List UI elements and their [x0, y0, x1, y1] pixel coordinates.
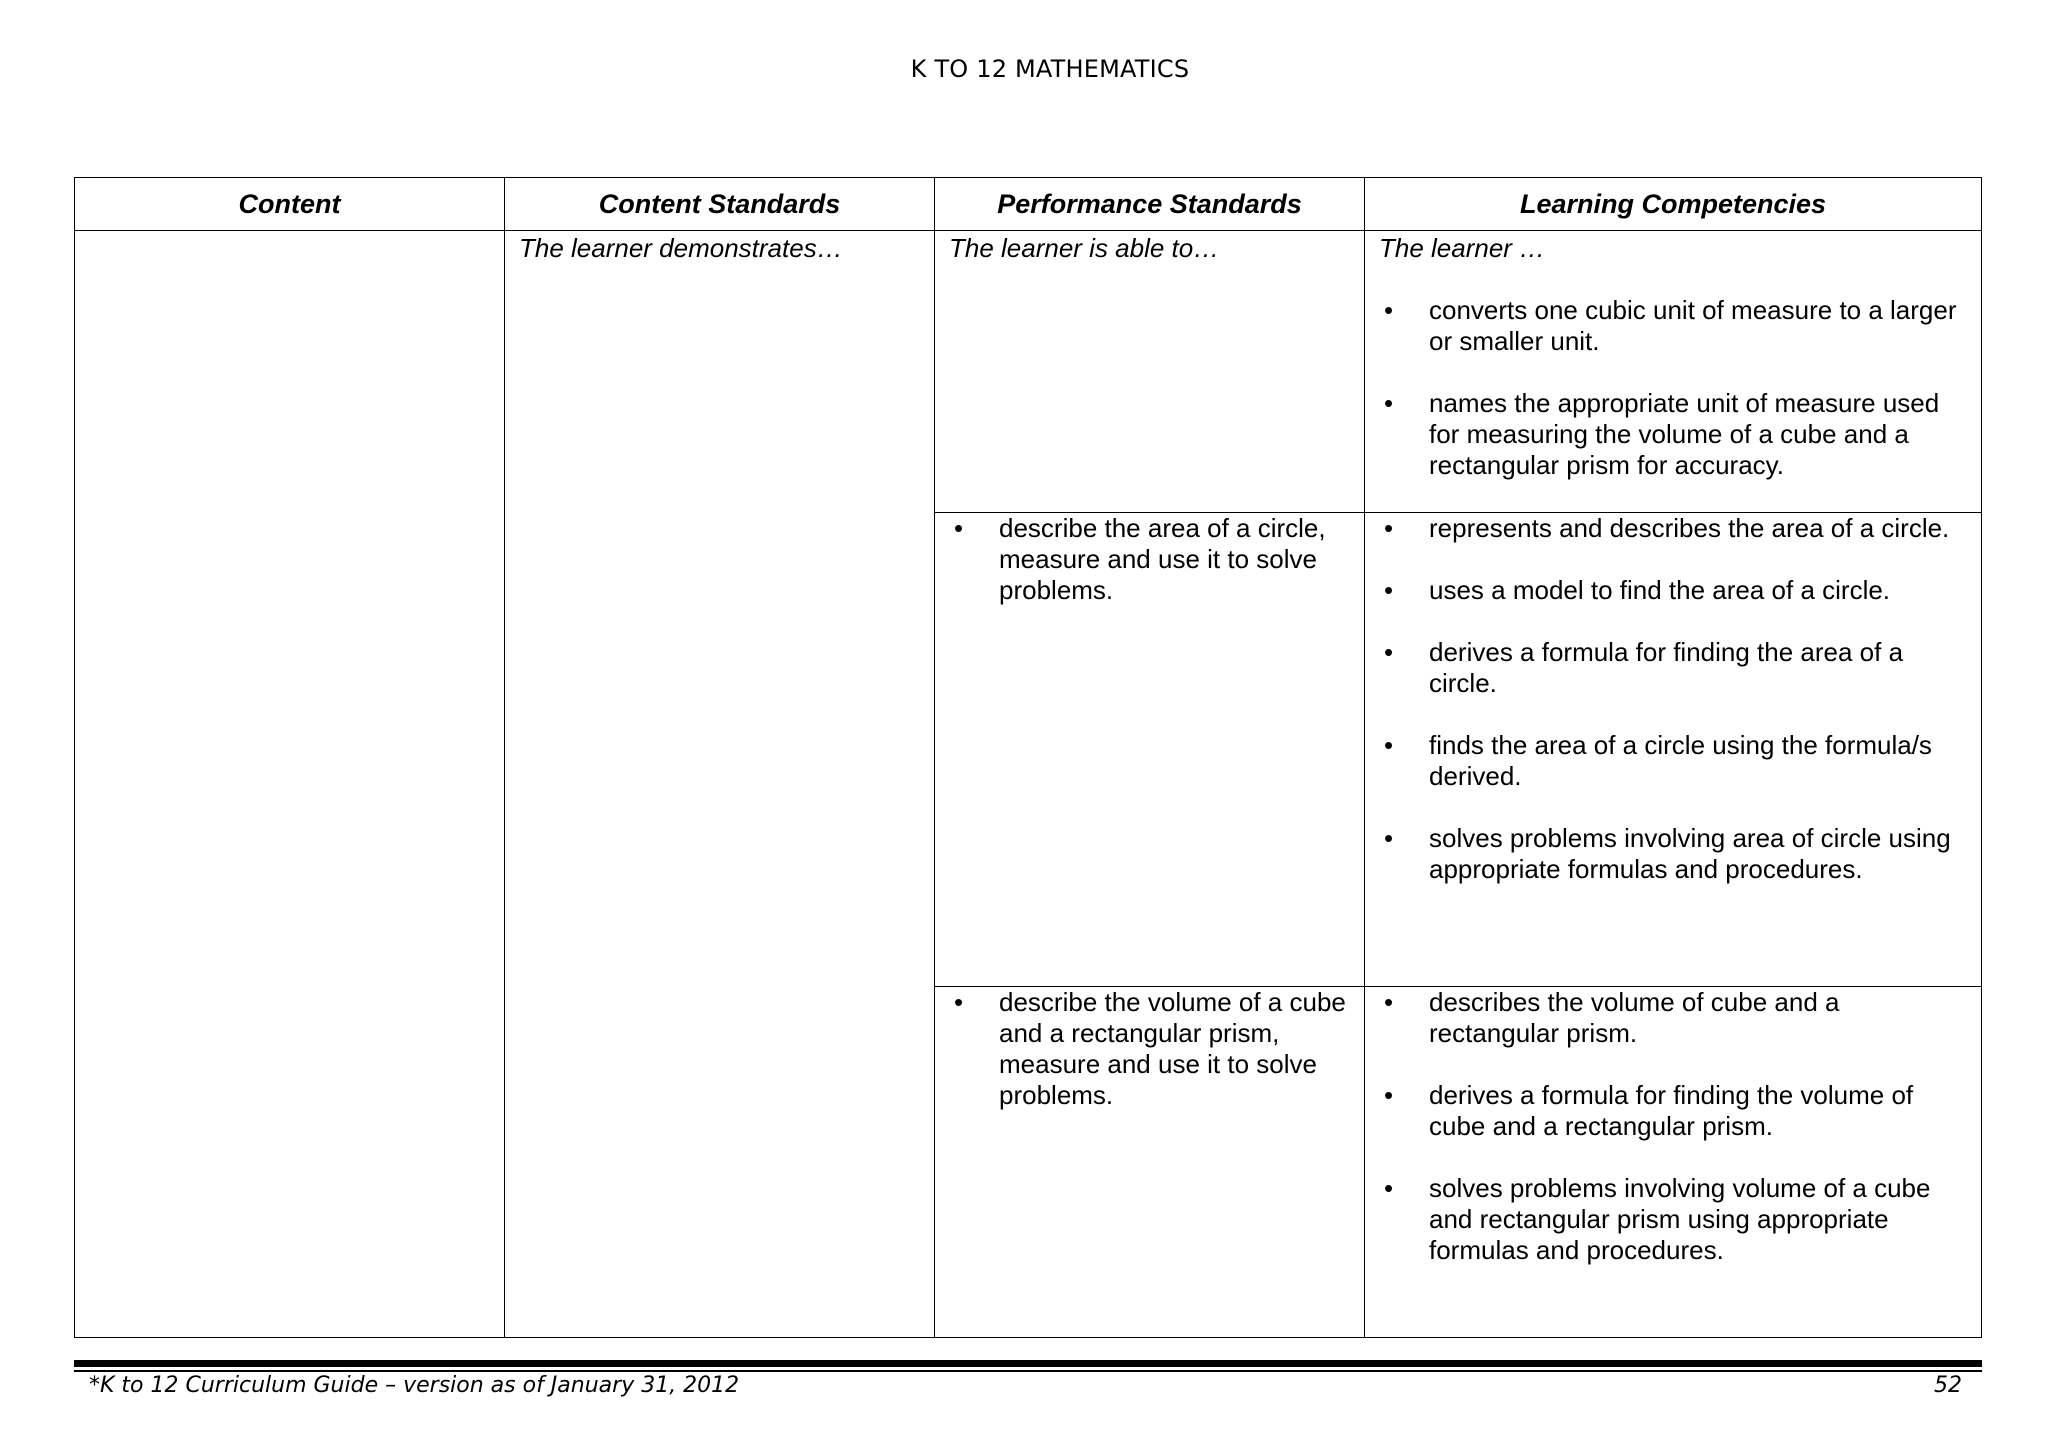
curriculum-table	[74, 177, 1982, 1338]
performance-standards-cell	[935, 512, 1365, 987]
list-item: • describe the volume of a cube and a rectangular prism, measure and use it to solve problems.	[949, 987, 1354, 1111]
page-title: K TO 12 MATHEMATICS	[910, 55, 1190, 83]
performance-standards-lead: The learner is able to…	[949, 233, 1220, 263]
competency-list	[1365, 513, 1981, 885]
learning-competencies-cell	[1365, 231, 1982, 513]
table-row	[75, 231, 1982, 513]
competency-list	[1365, 987, 1981, 1266]
list-item: • converts one cubic unit of measure to a larger or smaller unit.	[1379, 295, 1971, 357]
column-header-content: Content	[75, 178, 505, 231]
performance-list	[935, 987, 1364, 1111]
learning-competencies-lead: The learner …	[1379, 233, 1546, 263]
list-item: • solves problems involving area of circle using appropriate formulas and procedures.	[1379, 823, 1971, 885]
list-item: • describe the area of a circle, measure and use it to solve problems.	[949, 513, 1354, 606]
content-standards-lead: The learner demonstrates…	[519, 233, 843, 263]
performance-list	[935, 513, 1364, 606]
column-header-learning-competencies: Learning Competencies	[1365, 178, 1982, 231]
list-item: • derives a formula for finding the volume of cube and a rectangular prism.	[1379, 1080, 1971, 1142]
content-standards-cell	[505, 231, 935, 1338]
table-header-row	[75, 178, 1982, 231]
content-cell	[75, 231, 505, 1338]
performance-standards-cell	[935, 231, 1365, 513]
performance-standards-cell	[935, 987, 1365, 1338]
list-item: • derives a formula for finding the area of a circle.	[1379, 637, 1971, 699]
page-number: 52	[1934, 1373, 1962, 1398]
list-item: • uses a model to find the area of a circle.	[1379, 575, 1971, 606]
list-item: • represents and describes the area of a circle.	[1379, 513, 1971, 544]
footer-version-note: *K to 12 Curriculum Guide – version as of January 31, 2012	[89, 1373, 740, 1398]
competency-list	[1365, 295, 1981, 481]
list-item: • names the appropriate unit of measure used for measuring the volume of a cube and a rectangular prism for accuracy.	[1379, 388, 1971, 481]
learning-competencies-cell	[1365, 987, 1982, 1338]
column-header-content-standards: Content Standards	[505, 178, 935, 231]
footer-divider-thick	[74, 1360, 1982, 1367]
learning-competencies-cell	[1365, 512, 1982, 987]
list-item: • solves problems involving volume of a cube and rectangular prism using appropriate formulas and procedures.	[1379, 1173, 1971, 1266]
list-item: • finds the area of a circle using the formula/s derived.	[1379, 730, 1971, 792]
list-item: • describes the volume of cube and a rectangular prism.	[1379, 987, 1971, 1049]
column-header-performance-standards: Performance Standards	[935, 178, 1365, 231]
